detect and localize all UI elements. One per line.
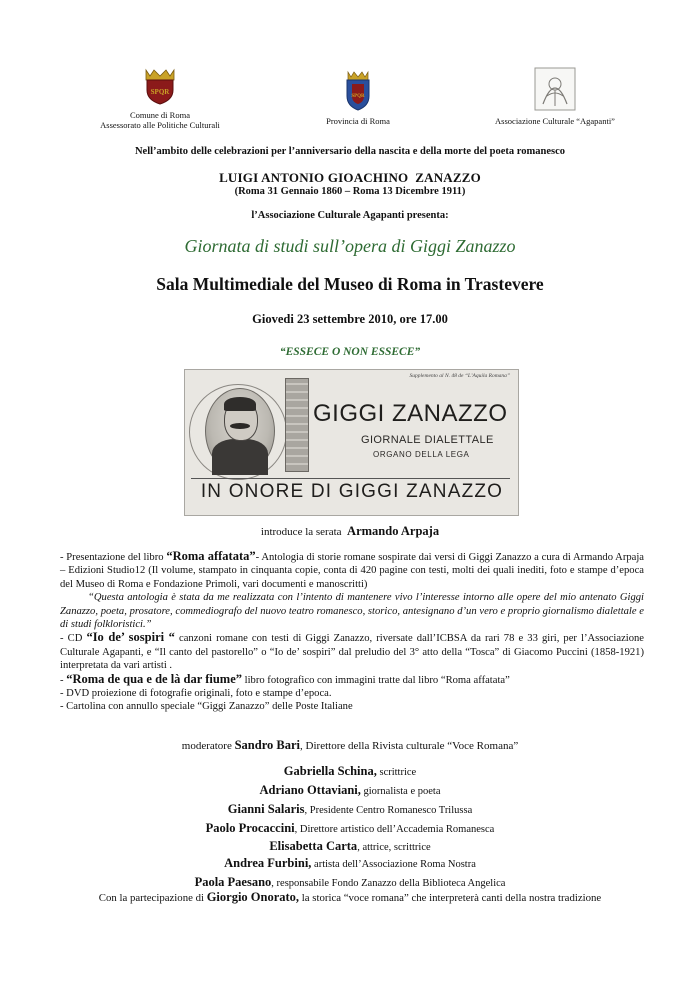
comune-di-roma-logo-block — [80, 66, 240, 130]
speaker-row — [0, 854, 700, 873]
roma-line1: Comune di Roma — [130, 110, 190, 120]
cd-description: canzoni romane con testi di Giggi Zanazzo, riversate dall’ICBSA da rari 78 e 33 giri, per l’Associazione Culturale Agapanti, e “Il canto del pastorello” o “Io de’ sospiri” dal preludio del 3° atto della “Tosca” di Giacomo Puccini (1858-1921) interpretata da vari artisti . — [60, 633, 645, 672]
poet-name: LUIGI ANTONIO GIOACHINO ZANAZZO — [219, 170, 481, 185]
photobook-title: “Roma de qua e de là dar fiume” — [66, 671, 242, 686]
speaker-row — [0, 819, 700, 838]
speaker-row — [0, 838, 700, 854]
event-date: Giovedi 23 settembre 2010, ore 17.00 — [252, 312, 448, 326]
banner-subtitle-2: ORGANO DELLA LEGA — [373, 450, 470, 459]
speaker-role: scrittrice — [376, 767, 417, 778]
speaker-row — [0, 781, 700, 800]
portrait-hair — [224, 397, 256, 411]
program-list — [60, 550, 644, 714]
cd-title: “Io de’ sospiri “ — [86, 630, 175, 645]
roma-line2: Assessorato alle Politiche Culturali — [100, 120, 220, 130]
banner-bottom-title: IN ONORE DI GIGGI ZANAZZO — [200, 481, 504, 502]
banner-tower-illustration — [285, 378, 309, 472]
introduces-prefix: introduce la serata — [260, 526, 342, 538]
venue-title: Sala Multimediale del Museo di Roma in Trastevere — [156, 274, 544, 294]
introduces-line — [0, 524, 700, 539]
provincia-label: Provincia di Roma — [326, 116, 390, 126]
provincia-crest-icon — [343, 70, 373, 112]
banner-supplement-text: Supplemento al N. 48 de “L’Aquila Romana” — [409, 373, 510, 379]
moderator-prefix: moderatore — [181, 740, 235, 752]
speaker-row — [0, 762, 700, 781]
speaker-role: , Presidente Centro Romanesco Trilussa — [304, 805, 473, 816]
agapanti-emblem-icon — [533, 66, 577, 112]
program-item-book — [60, 550, 644, 591]
speaker-name: Adriano Ottaviani, — [259, 783, 361, 797]
speaker-name: Elisabetta Carta — [269, 839, 358, 853]
banner-title: GIGGI ZANAZZO — [313, 400, 508, 427]
tagline: “ESSECE O NON ESSECE” — [279, 346, 421, 358]
item-prefix: - CD — [60, 633, 87, 645]
speakers-list — [0, 762, 700, 892]
portrait-coat — [212, 439, 268, 475]
item-prefix: - Presentazione del libro — [60, 552, 167, 563]
intro-line: Nell’ambito delle celebrazioni per l’anniversario della nascita e della morte del poeta romanesco — [134, 146, 566, 157]
svg-text:SPQR: SPQR — [351, 94, 365, 99]
introducer-name: Armando Arpaja — [347, 524, 440, 538]
book-description: - Antologia di storie romane sospirate dai versi di Giggi Zanazzo a cura di Armando Arpaja – Edizioni Studio12 (Il volume, stampato in cinquanta copie, conta di 420 pagine con testi, molti dei quali inediti, foto e stampe d’epoca del Museo di Roma e Fondazione Primoli, vari documenti e manoscritti) — [60, 552, 645, 590]
program-item-postcard: - Cartolina con annullo speciale “Giggi Zanazzo” delle Poste Italiane — [60, 701, 353, 713]
closing-prefix: Con la partecipazione di — [98, 892, 207, 904]
guest-name: Giorgio Onorato, — [206, 890, 300, 904]
roma-crest-icon — [140, 66, 180, 106]
moderator-role: , Direttore della Rivista culturale “Voce Romana” — [300, 740, 519, 752]
speaker-role: artista dell’Associazione Roma Nostra — [311, 859, 476, 870]
book-title: “Roma affatata” — [166, 549, 256, 563]
speaker-role: , attrice, scrittrice — [357, 842, 431, 853]
closing-suffix: la storica “voce romana” che interpreterà canti della nostra tradizione — [299, 892, 602, 904]
agapanti-label: Associazione Culturale “Agapanti” — [495, 116, 615, 126]
program-item-dvd: - DVD proiezione di fotografie originali, foto e stampe d’epoca. — [60, 688, 332, 700]
program-item-photobook — [60, 673, 644, 687]
speaker-name: Gianni Salaris — [227, 802, 305, 816]
portrait-image — [205, 388, 275, 474]
speaker-row — [0, 800, 700, 819]
banner-divider — [191, 478, 510, 479]
banner-subtitle: GIORNALE DIALETTALE — [361, 434, 494, 446]
speaker-role: giornalista e poeta — [360, 786, 441, 797]
svg-text:SPQR: SPQR — [150, 88, 170, 96]
author-quote: “Questa antologia è stata da me realizzata con l’intento di mantenere vivo l’interesse intorno alle opere del mio antenato Giggi Zanazzo, poeta, prosatore, commediografo del nuovo teatro romanesco, storico, antesignano d’un vero e proprio giornalismo dialettale e di studi folkloristici.” — [60, 592, 644, 631]
speaker-name: Gabriella Schina, — [283, 764, 377, 778]
newspaper-banner-image — [184, 369, 519, 516]
closing-line — [0, 890, 700, 905]
agapanti-logo-block — [470, 66, 640, 126]
poet-dates: (Roma 31 Gennaio 1860 – Roma 13 Dicembre 1911) — [234, 186, 466, 197]
speaker-role: , responsabile Fondo Zanazzo della Biblioteca Angelica — [271, 878, 506, 889]
speaker-role: , Direttore artistico dell’Accademia Romanesca — [294, 824, 495, 835]
photobook-description: libro fotografico con immagini tratte dal libro “Roma affatata” — [242, 674, 510, 686]
speaker-name: Andrea Furbini, — [224, 856, 312, 870]
item-prefix: - — [60, 674, 67, 686]
speaker-name: Paola Paesano — [194, 875, 272, 889]
provincia-di-roma-logo-block — [298, 70, 418, 126]
portrait-mustache — [230, 423, 250, 429]
moderator-name: Sandro Bari — [234, 738, 301, 752]
moderator-line — [0, 738, 700, 753]
event-title: Giornata di studi sull’opera di Giggi Zanazzo — [184, 236, 516, 256]
speaker-name: Paolo Procaccini — [205, 821, 295, 835]
presents-line: l’Associazione Culturale Agapanti presenta: — [251, 210, 449, 221]
program-item-cd — [60, 631, 644, 672]
